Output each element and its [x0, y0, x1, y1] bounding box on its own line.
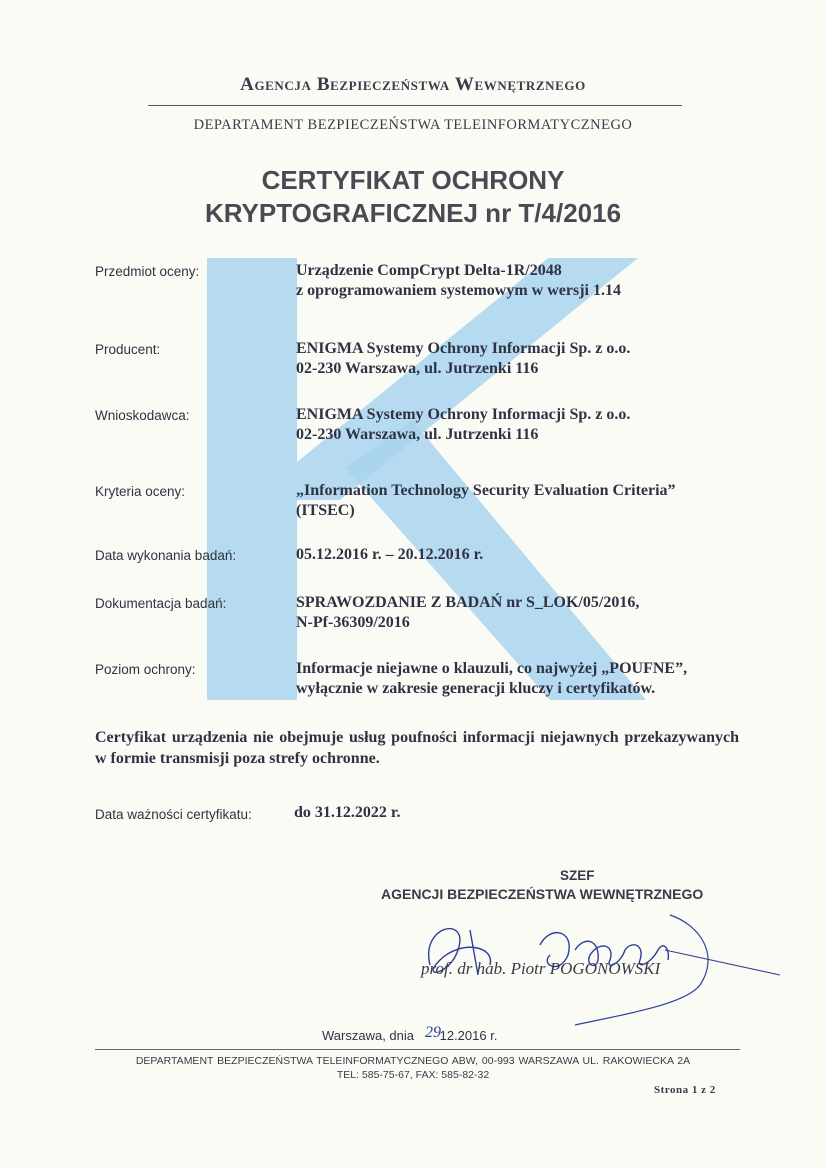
place-date-suffix: 12.2016 r.	[439, 1028, 498, 1043]
agency-name: Agencja Bezpieczeństwa Wewnętrznego	[240, 74, 586, 95]
validity-value: do 31.12.2022 r.	[294, 804, 401, 821]
place-date-prefix: Warszawa, dnia	[322, 1028, 418, 1043]
field-label-test-dates: Data wykonania badań:	[95, 548, 237, 563]
field-value-subject: Urządzenie CompCrypt Delta-1R/2048 z oprogramowaniem systemowym w wersji 1.14	[296, 262, 621, 299]
field-value-criteria: „Information Technology Security Evaluation Criteria” (ITSEC)	[296, 482, 676, 519]
field-label-producer: Producent:	[95, 342, 161, 357]
title-line-1: CERTYFIKAT OCHRONY	[261, 165, 565, 195]
header-rule	[148, 105, 682, 106]
department-name: DEPARTAMENT BEZPIECZEŃSTWA TELEINFORMATYCZNEGO	[193, 117, 633, 133]
field-label-test-docs: Dokumentacja badań:	[95, 596, 227, 611]
certificate-title	[0, 164, 826, 230]
field-label-protection-level: Poziom ochrony:	[95, 662, 196, 677]
page-number: Strona 1 z 2	[654, 1084, 716, 1096]
field-value-applicant: ENIGMA Systemy Ochrony Informacji Sp. z o.o. 02-230 Warszawa, ul. Jutrzenki 116	[296, 406, 631, 443]
field-label-applicant: Wnioskodawca:	[95, 408, 190, 423]
footer-rule	[95, 1049, 740, 1050]
signer-name: prof. dr hab. Piotr POGONOWSKI	[421, 959, 661, 978]
field-label-criteria: Kryteria oceny:	[95, 484, 186, 499]
signature-title: SZEF	[560, 868, 595, 883]
validity-label: Data ważności certyfikatu:	[95, 807, 252, 822]
signature-agency: AGENCJI BEZPIECZEŃSTWA WEWNĘTRZNEGO	[381, 886, 704, 902]
handwritten-day: 29	[425, 1024, 441, 1041]
scope-note: Certyfikat urządzenia nie obejmuje usług poufności informacji niejawnych przekazywanych w formie transmisji poza strefy ochronne.	[95, 729, 739, 767]
field-value-protection-level: Informacje niejawne o klauzuli, co najwyżej „POUFNE”, wyłącznie w zakresie generacji kluczy i certyfikatów.	[296, 660, 688, 697]
field-value-test-dates: 05.12.2016 r. – 20.12.2016 r.	[296, 546, 484, 563]
field-label-subject: Przedmiot oceny:	[95, 264, 200, 279]
place-date	[322, 1028, 497, 1043]
footer-phone: TEL: 585-75-67, FAX: 585-82-32	[336, 1069, 490, 1081]
footer-address: DEPARTAMENT BEZPIECZEŃSTWA TELEINFORMATYCZNEGO ABW, 00-993 WARSZAWA UL. RAKOWIECKA 2A	[135, 1055, 691, 1067]
title-line-2: KRYPTOGRAFICZNEJ nr T/4/2016	[204, 198, 622, 228]
field-value-producer: ENIGMA Systemy Ochrony Informacji Sp. z o.o. 02-230 Warszawa, ul. Jutrzenki 116	[296, 340, 631, 377]
field-value-test-docs: SPRAWOZDANIE Z BADAŃ nr S_LOK/05/2016, N-Pf-36309/2016	[296, 594, 640, 631]
